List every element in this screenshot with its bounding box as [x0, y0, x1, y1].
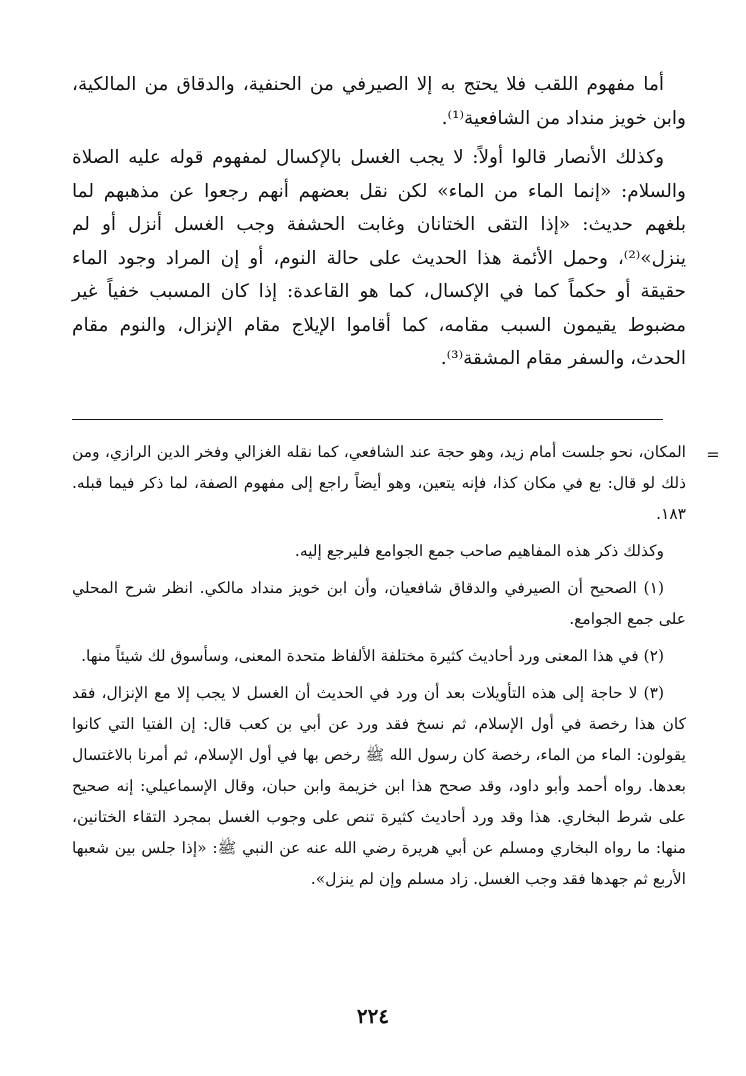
footnote-separator	[72, 419, 663, 420]
footnote-continuation-block	[72, 437, 720, 530]
main-paragraph-1: أما مفهوم اللقب فلا يحتج به إلا الصيرفي من الحنفية، والدقاق من المالكية، وابن خويز منداد من الشافعية⁽¹⁾.	[72, 74, 686, 129]
main-paragraph-2: وكذلك الأنصار قالوا أولاً: لا يجب الغسل بالإكسال لمفهوم قوله عليه الصلاة والسلام: «إنما الماء من الماء» لكن نقل بعضهم أنهم رجعوا عن مذهبهم لما بلغهم حديث: «إذا التقى الختانان وغابت الحشفة وجب الغسل أنزل أو لم ينزل»⁽²⁾، وحمل الأئمة هذا الحديث على حالة النوم، أو إن المراد وجود الماء حقيقة أو حكماً كما في الإكسال، كما هو القاعدة: إذا كان المسبب خفياً غير مضبوط يقيمون السبب مقامه، كما أقاموا الإيلاج مقام الإنزال، والنوم مقام الحدث، والسفر مقام المشقة⁽³⁾.	[72, 147, 686, 369]
main-text	[72, 68, 686, 382]
footnote-2: (٢) في هذا المعنى ورد أحاديث كثيرة مختلفة الألفاظ متحدة المعنى، وسأسوق لك شيئاً منها.	[81, 647, 664, 665]
continuation-mark: =	[706, 445, 720, 464]
footnote-1: (١) الصحيح أن الصيرفي والدقاق شافعيان، وأن ابن خويز منداد مالكي. انظر شرح المحلي على جمع الجوامع.	[72, 579, 686, 628]
footnote-continuation-2: وكذلك ذكر هذه المفاهيم صاحب جمع الجوامع فليرجع إليه.	[294, 542, 664, 560]
footnotes	[72, 437, 720, 901]
footnote-3: (٣) لا حاجة إلى هذه التأويلات بعد أن ورد في الحديث أن الغسل لا يجب إلا مع الإنزال، فقد كان هذا رخصة في أول الإسلام، ثم نسخ فقد ورد عن أبي بن كعب قال: إن الفتيا التي كانوا يقولون: الماء من الماء، رخصة كان رسول الله ﷺ رخص بها في أول الإسلام، ثم أمرنا بالاغتسال بعدها. رواه أحمد وأبو داود، وقد صحح هذا ابن خزيمة وابن حبان، وقال الإسماعيلي: إنه صحيح على شرط البخاري. هذا وقد ورد أحاديث كثيرة تنص على وجوب الغسل بمجرد التقاء الختانين، منها: ما رواه البخاري ومسلم عن أبي هريرة رضي الله عنه عن النبي ﷺ: «إذا جلس بين شعبها الأربع ثم جهدها فقد وجب الغسل. زاد مسلم وإن لم ينزل».	[72, 684, 686, 888]
footnote-continuation: المكان، نحو جلست أمام زيد، وهو حجة عند الشافعي، كما نقله الغزالي وفخر الدين الرازي، ومن ذلك لو قال: بع في مكان كذا، فإنه يتعين، وهو أيضاً راجع إلى مفهوم الصفة، لما ذكر فيما قبله. ١٨٣.	[72, 443, 686, 523]
page-number: ٢٢٤	[356, 1004, 390, 1028]
